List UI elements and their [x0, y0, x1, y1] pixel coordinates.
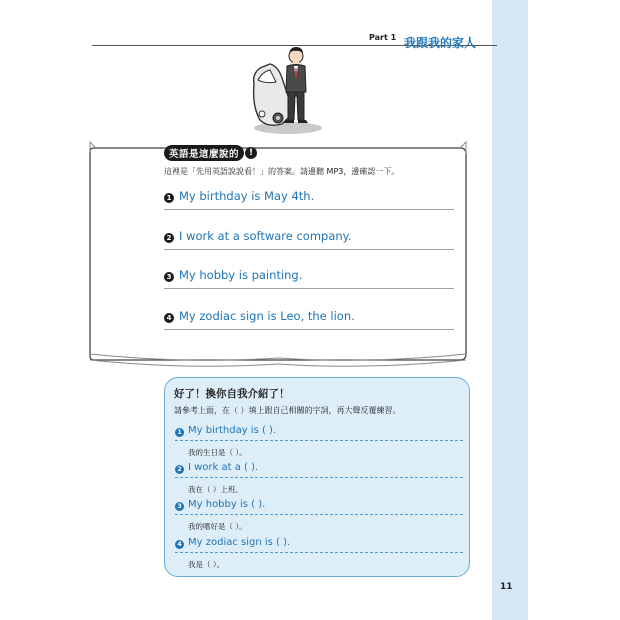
chinese-translation: 我是（ ）。: [188, 560, 225, 569]
sentence-text: My zodiac sign is Leo, the lion.: [179, 309, 355, 323]
fill-in-sentence: [175, 537, 463, 553]
fill-in-text: My zodiac sign is ( ).: [188, 537, 291, 548]
fill-in-text: My birthday is ( ).: [188, 425, 277, 436]
sentence-text: I work at a software company.: [179, 229, 352, 243]
number-badge: 3: [175, 502, 184, 511]
man-with-car-illustration: [248, 44, 326, 136]
chinese-translation: 我在（ ）上班。: [188, 485, 243, 494]
fill-in-sentence: [175, 425, 463, 441]
part-label: Part 1: [369, 33, 397, 42]
exclamation-icon: !: [245, 147, 257, 159]
answer-sentence: [164, 189, 454, 210]
chapter-title: 我跟我的家人: [404, 36, 477, 50]
number-badge: 3: [164, 272, 174, 282]
answer-sentence: [164, 309, 454, 330]
practice-title: 好了！換你自我介紹了！: [174, 388, 290, 400]
section-heading: [164, 145, 257, 161]
fill-in-text: I work at a ( ).: [188, 462, 259, 473]
number-badge: 4: [175, 540, 184, 549]
chinese-translation: 我的生日是（ ）。: [188, 448, 247, 457]
chinese-translation: 我的嗜好是（ ）。: [188, 522, 247, 531]
practice-instruction: 請參考上面，在（ ）填上跟自己相關的字詞，再大聲反覆練習。: [174, 406, 401, 415]
sentence-text: My hobby is painting.: [179, 268, 303, 282]
answer-sentence: [164, 229, 454, 250]
side-color-strip: [492, 0, 528, 620]
number-badge: 2: [175, 465, 184, 474]
page-number: 11: [500, 582, 513, 592]
number-badge: 1: [175, 428, 184, 437]
fill-in-text: My hobby is ( ).: [188, 499, 266, 510]
fill-in-sentence: [175, 462, 463, 478]
section-description: 這裡是「先用英語說說看！」的答案。請邊聽 MP3，邊確認一下。: [164, 167, 400, 176]
sentence-text: My birthday is May 4th.: [179, 189, 315, 203]
fill-in-sentence: [175, 499, 463, 515]
number-badge: 2: [164, 233, 174, 243]
answer-sentence: [164, 268, 454, 289]
section-heading-label: 英語是這麼說的: [164, 145, 244, 161]
number-badge: 4: [164, 313, 174, 323]
number-badge: 1: [164, 193, 174, 203]
